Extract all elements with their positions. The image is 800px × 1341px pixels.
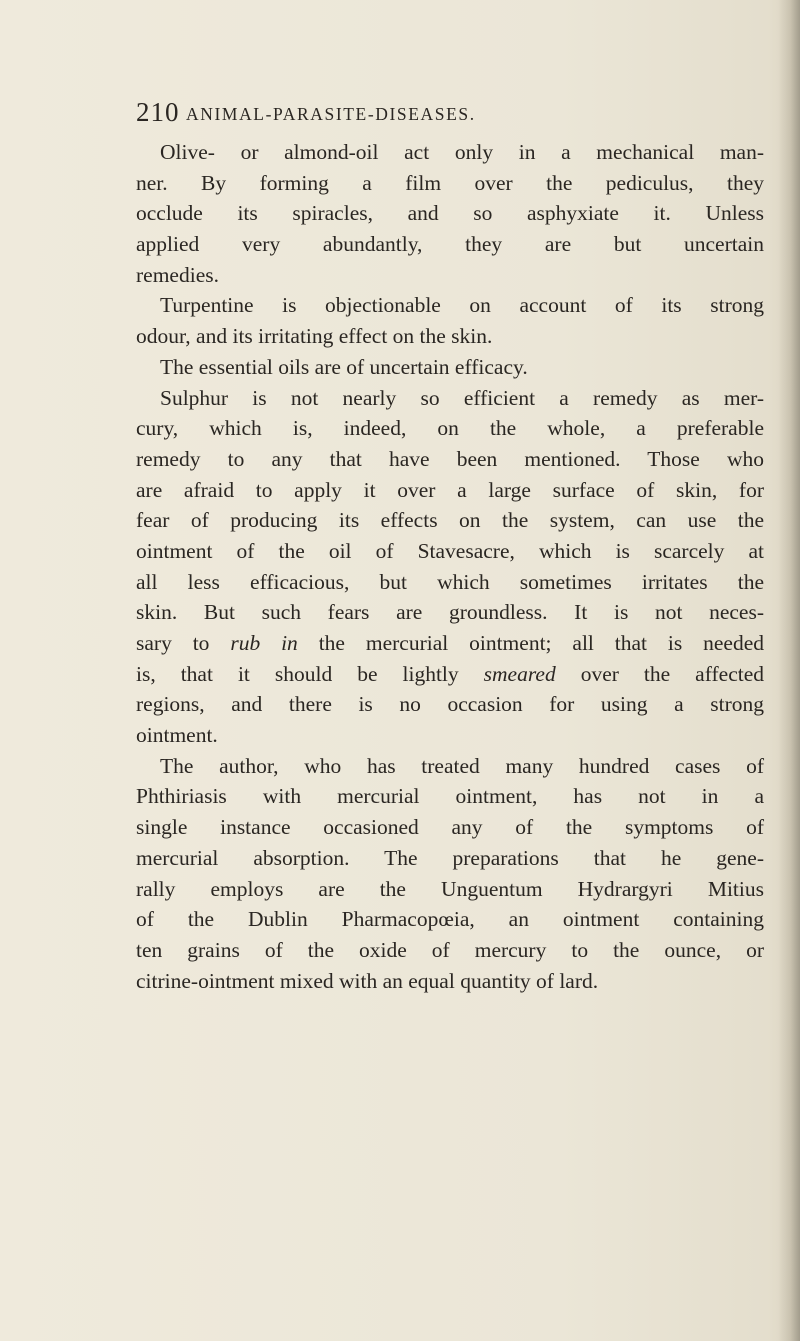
- text-segment: the mercurial ointment; all that is needed: [297, 631, 765, 655]
- text-line: applied very abundantly, they are but uncertain: [136, 232, 764, 257]
- text-line: Olive- or almond-oil act only in a mechanical man-: [160, 140, 764, 164]
- text-segment: is, that it should be lightly: [136, 661, 484, 686]
- text-line: citrine-ointment mixed with an equal quantity of lard.: [136, 968, 599, 993]
- text-line: [136, 659, 764, 690]
- running-head: [136, 97, 756, 131]
- running-title: ANIMAL-PARASITE-DISEASES.: [186, 104, 476, 124]
- text-line: regions, and there is no occasion for using a strong: [136, 692, 764, 717]
- text-line: are afraid to apply it over a large surface of skin, for: [136, 477, 764, 502]
- body-text: [136, 137, 764, 996]
- text-line: Phthiriasis with mercurial ointment, has not in a: [136, 784, 764, 809]
- text-line: ointment.: [136, 723, 218, 748]
- text-line: mercurial absorption. The preparations that he gene-: [136, 845, 764, 870]
- italic-phrase: smeared: [483, 661, 556, 686]
- text-line: ointment of the oil of Stavesacre, which is scarcely at: [136, 538, 764, 563]
- text-line: The essential oils are of uncertain efficacy.: [160, 354, 528, 379]
- text-segment: sary to: [136, 631, 231, 655]
- page-number: 210: [136, 97, 180, 127]
- italic-phrase: rub in: [230, 631, 298, 655]
- text-line: [136, 628, 764, 659]
- text-line: The author, who has treated many hundred cases of: [160, 753, 764, 778]
- page-edge-shadow: [778, 0, 800, 1341]
- text-line: Sulphur is not nearly so efficient a remedy as mer-: [160, 385, 764, 410]
- text-line: cury, which is, indeed, on the whole, a preferable: [136, 416, 764, 441]
- text-line: all less efficacious, but which sometimes irritates the: [136, 569, 764, 594]
- text-line: fear of producing its effects on the system, can use the: [136, 508, 764, 533]
- text-line: single instance occasioned any of the symptoms of: [136, 815, 764, 840]
- text-line: rally employs are the Unguentum Hydrargyri Mitius: [136, 876, 764, 901]
- text-line: remedy to any that have been mentioned. Those who: [136, 446, 764, 471]
- text-line: odour, and its irritating effect on the skin.: [136, 324, 493, 349]
- text-line: skin. But such fears are groundless. It is not neces-: [136, 600, 764, 625]
- text-line: of the Dublin Pharmacopœia, an ointment containing: [136, 907, 764, 932]
- text-line: remedies.: [136, 262, 219, 287]
- text-segment: over the affected: [555, 661, 764, 686]
- text-line: ten grains of the oxide of mercury to the ounce, or: [136, 937, 764, 962]
- text-line: ner. By forming a film over the pediculus, they: [136, 170, 764, 195]
- text-line: occlude its spiracles, and so asphyxiate it. Unless: [136, 201, 764, 226]
- text-line: Turpentine is objectionable on account of its strong: [160, 293, 764, 318]
